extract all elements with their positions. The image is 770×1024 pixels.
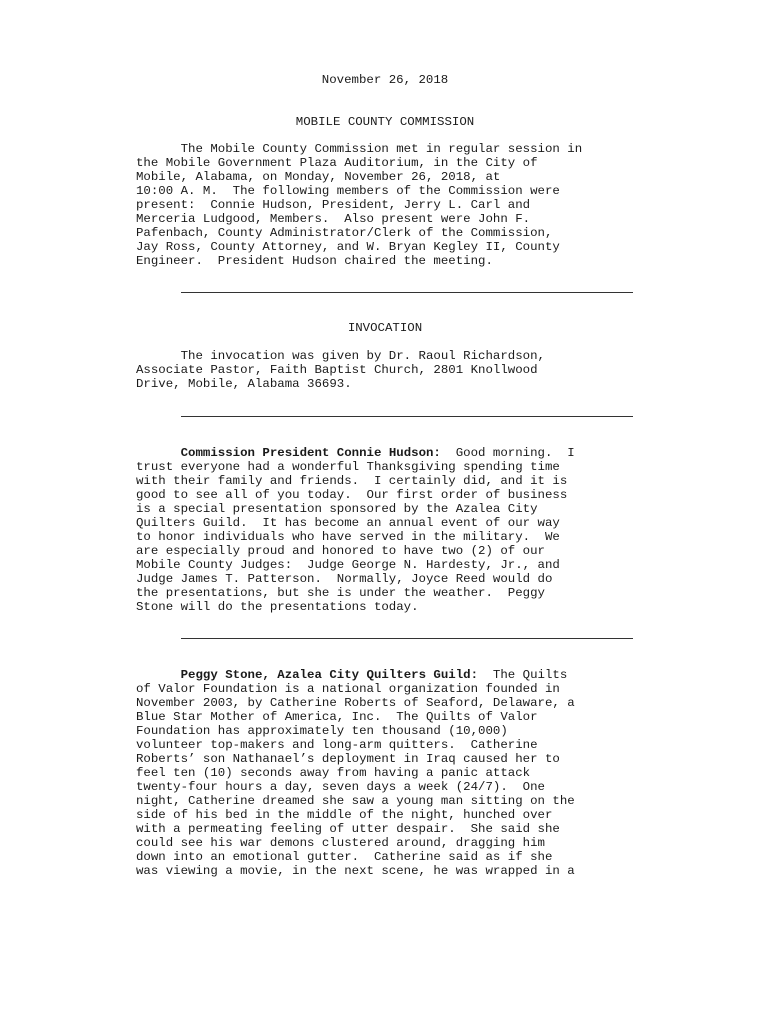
text-line: Engineer. President Hudson chaired the meeting. — [136, 254, 493, 268]
speaker-name: Commission President Connie Hudson: — [180, 446, 441, 460]
text-line: Drive, Mobile, Alabama 36693. — [136, 377, 352, 391]
text-line: Mobile, Alabama, on Monday, November 26, 2018, at — [136, 170, 501, 184]
text-line: November 2003, by Catherine Roberts of Seaford, Delaware, a — [136, 696, 575, 710]
text-line: side of his bed in the middle of the night, hunched over — [136, 808, 553, 822]
document-date: November 26, 2018 — [321, 73, 449, 87]
text-line: to honor individuals who have served in the military. We — [136, 530, 560, 544]
text-line: with a permeating feeling of utter despair. She said she — [136, 822, 560, 836]
text-line: Blue Star Mother of America, Inc. The Quilts of Valor — [136, 710, 538, 724]
text-line: could see his war demons clustered around, dragging him — [136, 836, 545, 850]
text-line: volunteer top-makers and long-arm quitters. Catherine — [136, 738, 538, 752]
text-line: night, Catherine dreamed she saw a young man sitting on the — [136, 794, 575, 808]
text-line: Stone will do the presentations today. — [136, 600, 419, 614]
text-line: Foundation has approximately ten thousand (10,000) — [136, 724, 508, 738]
text-line: of Valor Foundation is a national organization founded in — [136, 682, 560, 696]
section-divider — [181, 638, 633, 639]
section-divider — [181, 292, 633, 293]
section-divider — [181, 416, 633, 417]
text-line: is a special presentation sponsored by the Azalea City — [136, 502, 538, 516]
text-line: Peggy Stone, Azalea City Quilters Guild: The Quilts — [180, 668, 568, 682]
text-line: present: Connie Hudson, President, Jerry L. Carl and — [136, 198, 531, 212]
text-line: Mobile County Judges: Judge George N. Hardesty, Jr., and — [136, 558, 560, 572]
text-line: The invocation was given by Dr. Raoul Richardson, — [136, 349, 545, 363]
text-line: down into an emotional gutter. Catherine said as if she — [136, 850, 553, 864]
text-line: with their family and friends. I certainly did, and it is — [136, 474, 568, 488]
invocation-heading: INVOCATION — [347, 321, 423, 335]
text-line: Quilters Guild. It has become an annual event of our way — [136, 516, 560, 530]
text-line: Commission President Connie Hudson: Good morning. I — [180, 446, 575, 460]
speaker-name: Peggy Stone, Azalea City Quilters Guild: — [180, 668, 479, 682]
text-line: trust everyone had a wonderful Thanksgiving spending time — [136, 460, 560, 474]
text-line: 10:00 A. M. The following members of the Commission were — [136, 184, 560, 198]
text-line: The Mobile County Commission met in regular session in — [136, 142, 583, 156]
text-line: feel ten (10) seconds away from having a panic attack — [136, 766, 531, 780]
text-line: good to see all of you today. Our first order of business — [136, 488, 568, 502]
text-line: the Mobile Government Plaza Auditorium, in the City of — [136, 156, 538, 170]
text-line: Jay Ross, County Attorney, and W. Bryan Kegley II, County — [136, 240, 560, 254]
text-line: Pafenbach, County Administrator/Clerk of the Commission, — [136, 226, 553, 240]
text-line: was viewing a movie, in the next scene, he was wrapped in a — [136, 864, 575, 878]
document-heading: MOBILE COUNTY COMMISSION — [295, 115, 475, 129]
text-line: Judge James T. Patterson. Normally, Joyce Reed would do — [136, 572, 553, 586]
text-line: are especially proud and honored to have two (2) of our — [136, 544, 545, 558]
text-line: the presentations, but she is under the weather. Peggy — [136, 586, 545, 600]
text-line: Associate Pastor, Faith Baptist Church, 2801 Knollwood — [136, 363, 538, 377]
text-line: Roberts’ son Nathanael’s deployment in Iraq caused her to — [136, 752, 560, 766]
text-line: Merceria Ludgood, Members. Also present were John F. — [136, 212, 531, 226]
text-line: twenty-four hours a day, seven days a week (24/7). One — [136, 780, 545, 794]
